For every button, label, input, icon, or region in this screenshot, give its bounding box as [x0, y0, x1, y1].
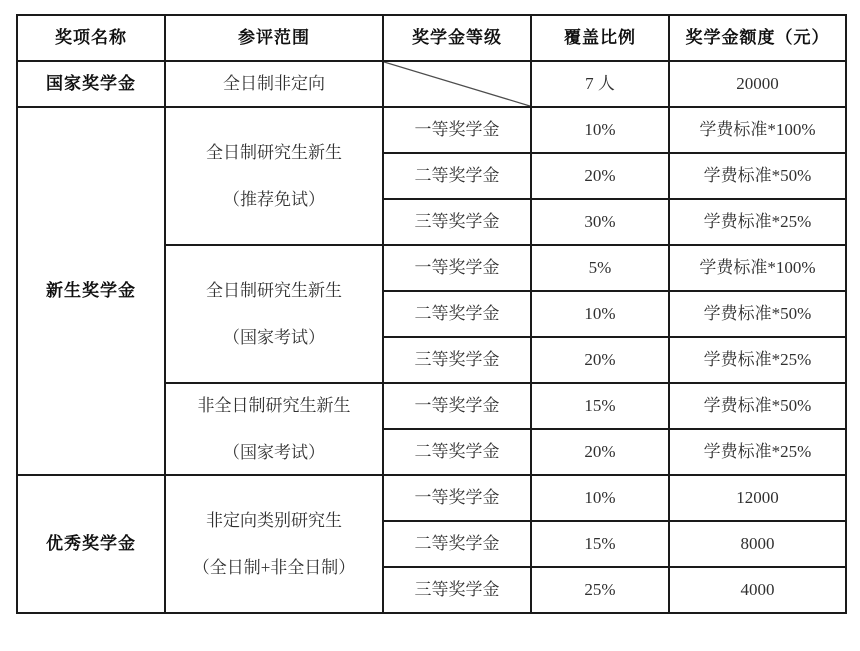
- level-cell: [383, 61, 531, 107]
- amount-cell: 8000: [669, 521, 846, 567]
- level-cell: 一等奖学金: [383, 475, 531, 521]
- amount-cell: 学费标准*50%: [669, 153, 846, 199]
- coverage-ratio-cell: 20%: [531, 337, 669, 383]
- amount-cell: 学费标准*25%: [669, 199, 846, 245]
- scope-cell: [165, 107, 383, 245]
- level-cell: 一等奖学金: [383, 383, 531, 429]
- coverage-ratio-cell: 20%: [531, 429, 669, 475]
- amount-cell: 4000: [669, 567, 846, 613]
- coverage-ratio-cell: 25%: [531, 567, 669, 613]
- scope-line: （全日制+非全日制）: [192, 558, 356, 577]
- coverage-ratio-cell: 20%: [531, 153, 669, 199]
- amount-cell: 学费标准*100%: [669, 245, 846, 291]
- amount-cell: 学费标准*100%: [669, 107, 846, 153]
- scope-line: 全日制研究生新生: [206, 280, 342, 300]
- scope-line: 非全日制研究生新生: [197, 395, 351, 415]
- amount-cell: 学费标准*25%: [669, 429, 846, 475]
- table-header: [17, 15, 846, 61]
- coverage-ratio-cell: 5%: [531, 245, 669, 291]
- scope-line: 非定向类别研究生: [206, 510, 342, 530]
- header-row: [17, 15, 846, 61]
- coverage-ratio-cell: 10%: [531, 107, 669, 153]
- level-cell: 一等奖学金: [383, 245, 531, 291]
- scope-line: （国家考试）: [223, 328, 325, 347]
- level-cell: 二等奖学金: [383, 521, 531, 567]
- column-header: 奖学金等级: [383, 15, 531, 61]
- level-cell: 二等奖学金: [383, 429, 531, 475]
- scope-line: （推荐免试）: [223, 190, 325, 209]
- scope-cell: [165, 245, 383, 383]
- level-cell: 二等奖学金: [383, 153, 531, 199]
- column-header: 奖项名称: [17, 15, 165, 61]
- coverage-ratio-cell: 30%: [531, 199, 669, 245]
- coverage-ratio-cell: 7 人: [531, 61, 669, 107]
- scope-cell: [165, 383, 383, 475]
- table-body: [17, 61, 846, 613]
- coverage-ratio-cell: 10%: [531, 291, 669, 337]
- coverage-ratio-cell: 10%: [531, 475, 669, 521]
- award-name-cell: 国家奖学金: [17, 61, 165, 107]
- scholarship-table: [16, 14, 847, 614]
- table-row: [17, 107, 846, 153]
- scope-line: 全日制非定向: [223, 74, 325, 94]
- amount-cell: 12000: [669, 475, 846, 521]
- column-header: 奖学金额度（元）: [669, 15, 846, 61]
- scope-line: （国家考试）: [223, 443, 325, 462]
- level-cell: 三等奖学金: [383, 199, 531, 245]
- coverage-ratio-cell: 15%: [531, 383, 669, 429]
- award-name-cell: 优秀奖学金: [17, 475, 165, 613]
- amount-cell: 学费标准*50%: [669, 291, 846, 337]
- diagonal-slash-icon: [384, 62, 530, 106]
- table-row: [17, 475, 846, 521]
- level-cell: 一等奖学金: [383, 107, 531, 153]
- amount-cell: 20000: [669, 61, 846, 107]
- coverage-ratio-cell: 15%: [531, 521, 669, 567]
- scope-cell: [165, 61, 383, 107]
- level-cell: 二等奖学金: [383, 291, 531, 337]
- scope-cell: [165, 475, 383, 613]
- level-cell: 三等奖学金: [383, 337, 531, 383]
- award-name-cell: 新生奖学金: [17, 107, 165, 475]
- scope-line: 全日制研究生新生: [206, 142, 342, 162]
- amount-cell: 学费标准*50%: [669, 383, 846, 429]
- level-cell: 三等奖学金: [383, 567, 531, 613]
- table-row: [17, 61, 846, 107]
- amount-cell: 学费标准*25%: [669, 337, 846, 383]
- column-header: 覆盖比例: [531, 15, 669, 61]
- column-header: 参评范围: [165, 15, 383, 61]
